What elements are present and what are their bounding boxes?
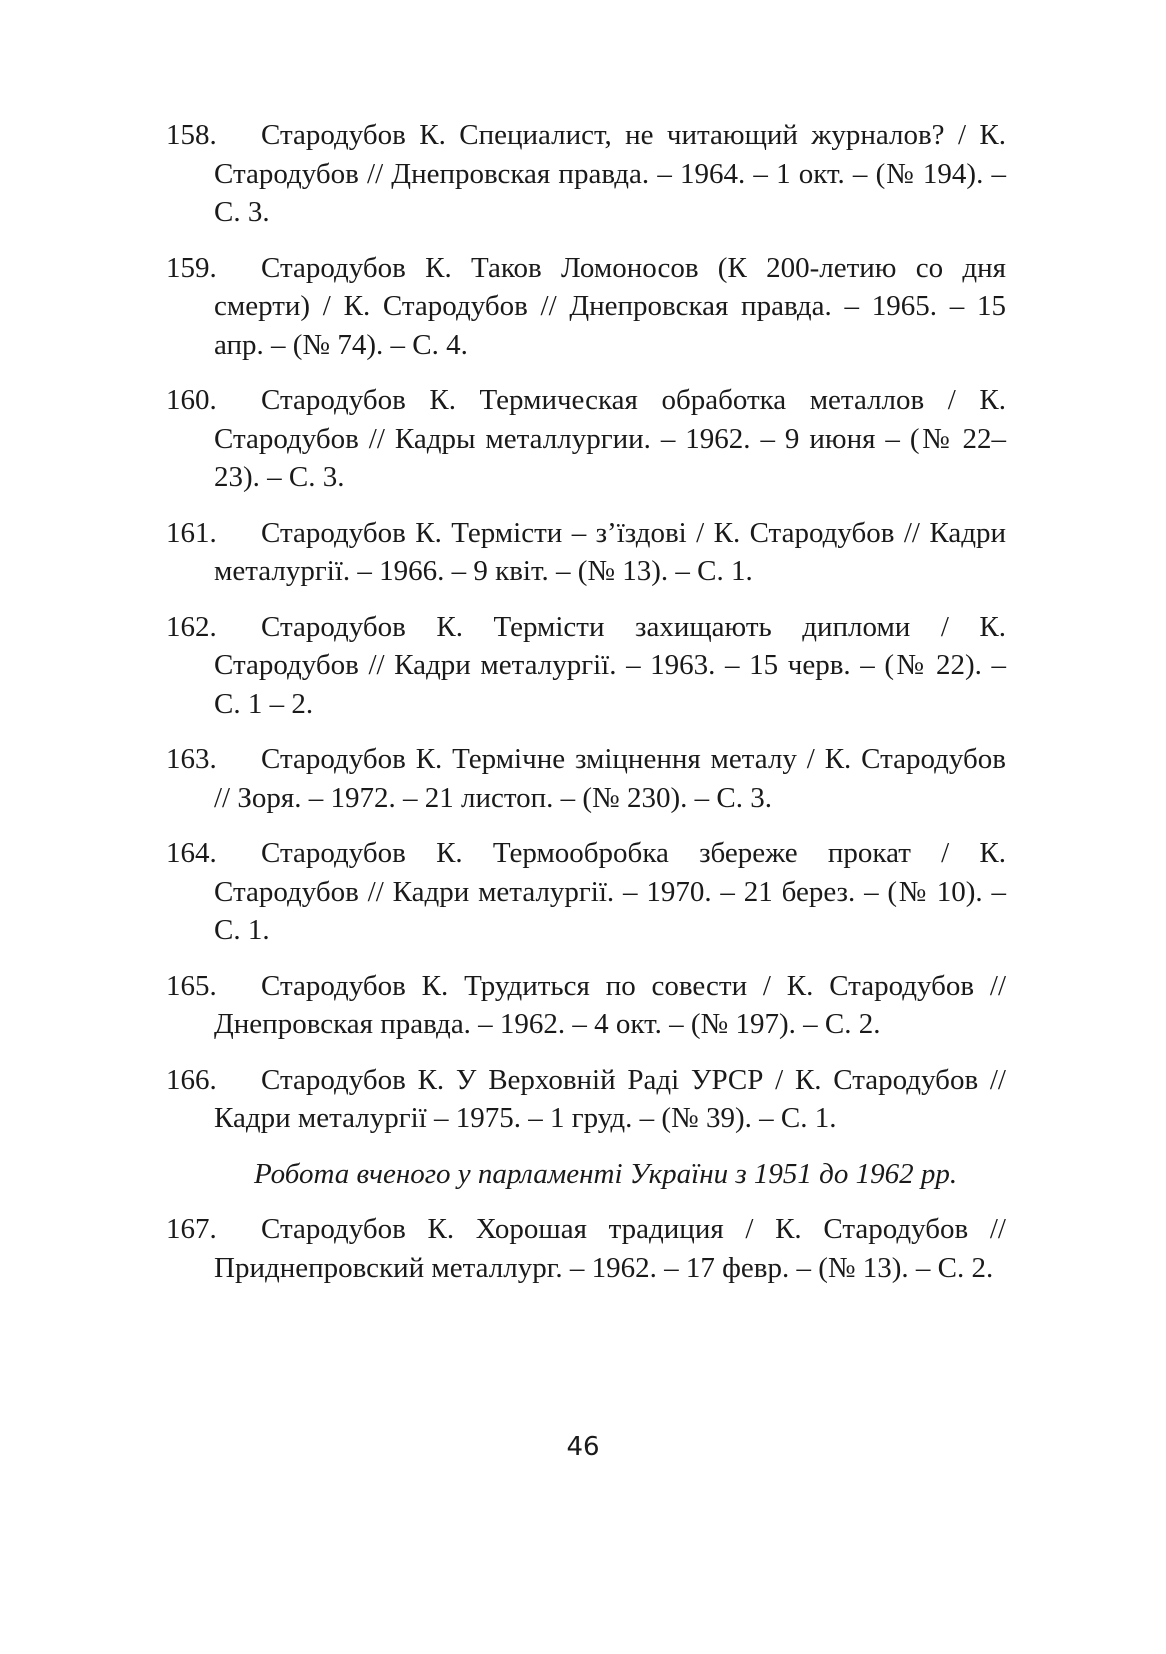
bibliography-entry xyxy=(166,514,1006,591)
bibliography-entry xyxy=(166,1061,1006,1138)
bibliography-entry xyxy=(166,608,1006,724)
entry-text: Стародубов К. Специалист, не читающий журналов? / К. Стародубов // Днепровская правда. – 1964. – 1 окт. – (№ 194). – С. 3. xyxy=(214,119,1006,228)
entry-text: Стародубов К. Хорошая традиция / К. Стародубов // Приднепровский металлург. – 1962. – 17 февр. – (№ 13). – С. 2. xyxy=(214,1213,1006,1284)
entry-text: Стародубов К. Термическая обработка металлов / К. Стародубов // Кадры металлургии. – 1962. – 9 июня – (№ 22–23). – С. 3. xyxy=(214,384,1006,493)
entry-text: Стародубов К. Таков Ломоносов (К 200-летию со дня смерти) / К. Стародубов // Днепровская правда. – 1965. – 15 апр. – (№ 74). – С. 4. xyxy=(214,251,1006,361)
bibliography-entry xyxy=(166,116,1006,232)
bibliography-entry xyxy=(166,967,1006,1044)
entry-number: 161. xyxy=(166,516,217,549)
bibliography-entry xyxy=(166,381,1006,497)
entry-number: 166. xyxy=(166,1063,217,1096)
entry-text: Стародубов К. Термісти – з’їздові / К. Стародубов // Кадри металургії. – 1966. – 9 квіт. – (№ 13). – С. 1. xyxy=(214,516,1006,587)
entry-number: 163. xyxy=(166,743,217,775)
entry-number: 165. xyxy=(166,969,217,1002)
entry-number: 162. xyxy=(166,610,217,643)
entry-text: Стародубов К. Трудиться по совести / К. Стародубов // Днепровская правда. – 1962. – 4 окт. – (№ 197). – С. 2. xyxy=(214,969,1006,1040)
entry-text: Стародубов К. Термісти захищають дипломи / К. Стародубов // Кадри металургії. – 1963. – 15 черв. – (№ 22). – С. 1 – 2. xyxy=(214,610,1006,720)
page-number: 46 xyxy=(566,1432,600,1462)
bibliography-entry xyxy=(166,834,1006,950)
entry-annotation: Робота вченого у парламенті України з 1951 до 1962 рр. xyxy=(254,1157,958,1190)
entry-number: 159. xyxy=(166,251,217,284)
entry-number: 164. xyxy=(166,837,217,869)
bibliography-list xyxy=(166,116,1006,1304)
entry-text: Стародубов К. У Верховній Раді УРСР / К. Стародубов // Кадри металургії – 1975. – 1 груд. – (№ 39). – С. 1. xyxy=(214,1063,1006,1134)
bibliography-entry xyxy=(166,740,1006,817)
entry-number: 160. xyxy=(166,384,217,416)
entry-number: 158. xyxy=(166,119,217,151)
entry-text: Стародубов К. Термообробка збереже прокат / К. Стародубов // Кадри металургії. – 1970. – 21 берез. – (№ 10). – С. 1. xyxy=(214,837,1006,946)
entry-number: 167. xyxy=(166,1213,217,1245)
entry-text: Стародубов К. Термічне зміцнення металу / К. Стародубов // Зоря. – 1972. – 21 листоп. – (№ 230). – С. 3. xyxy=(214,743,1006,814)
bibliography-entry xyxy=(166,249,1006,365)
bibliography-entry xyxy=(166,1210,1006,1287)
